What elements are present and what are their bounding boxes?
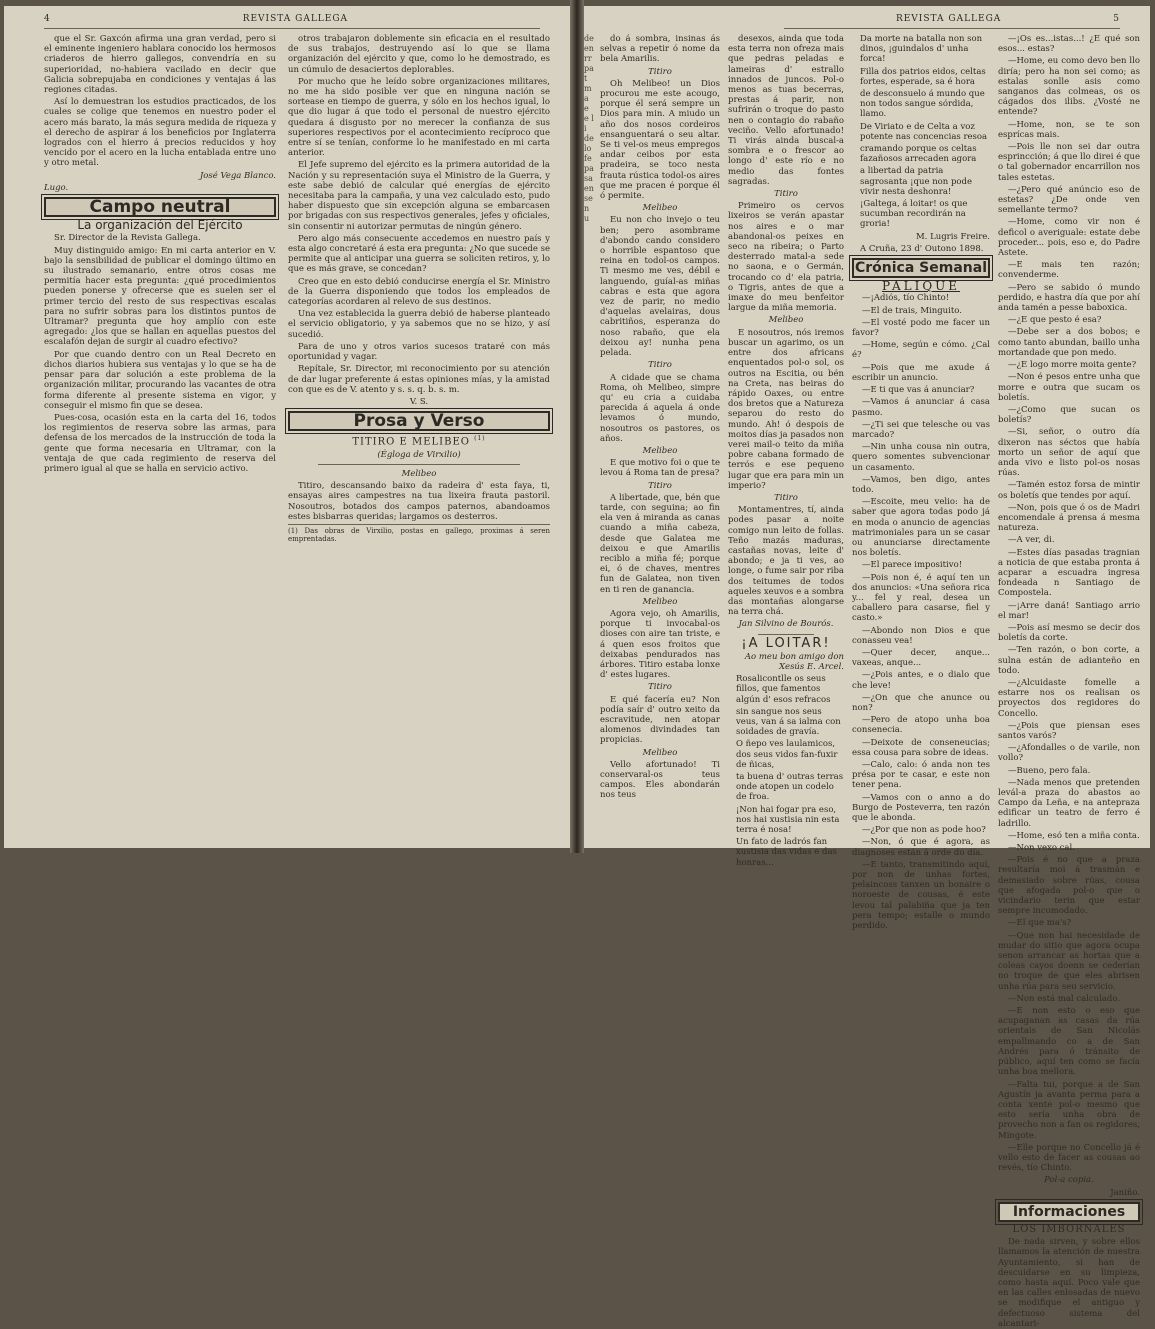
dialogue-line: —Pois que me axude á escribir un anuncio. <box>852 362 990 383</box>
paragraph: que el Sr. Gaxcón afirma una gran verdad, pero si el eminente ingeniero hablara conocido los hermosos criaderos de hierro gallegos, convendría en su superioridad, no-habiera vacilado en decir que Galicia sobrepujaba en condiciones y ventajas á las regiones citadas. <box>44 34 276 96</box>
dialogue-line: —Nada menos que pretenden levál-a praza do abastos ao Campo da Leña, e na antepraza edificar un teatro de ferro é ladrillo. <box>998 777 1140 829</box>
dialogue-line: —E non esto o eso que acupaganan as casas da rúa orientais de San Nicolás empallmando co a de San Andrés para ó tránsito de público, aquí ten como se facía unha boa mellora. <box>998 1006 1140 1078</box>
paragraph: Sr. Director de la Revista Gallega. <box>54 233 201 244</box>
poem-line: ¡Non hai fogar pra eso, nos hai xustisia nin esta terra é nosa! <box>736 804 840 836</box>
dialogue-line: —¿On que che anunce ou non? <box>852 692 990 713</box>
dialogue-line: —Si, señor, o outro día dixeron nas séctos que había morto un señor de aquí que anda vivo e listo pol-os nosas rúas. <box>998 427 1140 479</box>
right-page <box>584 6 1150 1329</box>
running-head-left <box>44 14 540 29</box>
divider <box>758 634 814 635</box>
paragraph: desexos, ainda que toda esta terra non ofreza mais que pedras peladas e lameiras d' estrallo innados de juncos. Pol-o menos as tuas becerras, prestas á parir, non sufrirán o troque do pasto nen o contagio do rabaño veciño. Vello afortunado! Ti virás ainda buscal-a sombra e o frescor ao longo d' este río e no medio das fontes sagradas. <box>728 34 844 187</box>
dialogue-line: —Tamén estoz forsa de mintir os boletís que tendes por aquí. <box>998 480 1140 501</box>
dialogue-line: —Non, ó que é agora, as diagnoses están á orde do día. <box>852 837 990 858</box>
speaker-name: Titiro <box>648 360 672 371</box>
section-banner-prosa-y-verso: Prosa y Verso <box>288 411 550 431</box>
footnote: (1) Das obras de Virxilio, postas en gallego, proximas á seren emprentadas. <box>288 524 550 543</box>
page-number-right: 5 <box>1113 14 1120 24</box>
place: Lugo. <box>44 182 69 193</box>
dialogue-line: —Que non hai necesidade de mudar do sitio que agora ocupa senon arrancar as hortas que a coleas cayos doenn se cederían no troque de que eles abrisen unha rúa para seu servicio. <box>998 930 1140 992</box>
poem-line: O ñepo ves laulamicos, dos seus vidos fan-fuxir de ñicas, <box>736 739 838 770</box>
poem-line: ta buena d' outras terras onde atopen un codelo de froa. <box>736 772 844 803</box>
dialogue-text: Oh Melibeo! un Dios procurou me este acougo, porque él será sempre un Dios para min. A miudo un año dos nosos cordeiros ensanguentará o seu altar. Se ti vel-os meus empregos andar ceibos por esta pradeira, se toco nesta frauta rústica todol-os aires que me pracen é porque él ó permite. <box>600 78 720 202</box>
paragraph: Por mucho que he leído sobre organizaciones militares, no me ha sido posible ver que en ninguna nación se sortease en tiempo de guerra, y sólo en los hechos igual, lo que dio lugar á que todo el personal de nuestro ejército quedara á disgusto por no merecer la confianza de sus superiores respectivos por el acontecimiento recíproco que entre sí se tenían, conforme lo he manifestado en mi carta anterior. <box>288 76 550 159</box>
speaker-name: Melibeo <box>642 203 678 214</box>
poem-line: Rosalicontlle os seus fillos, que famentos algún d' esos refracos <box>736 674 831 705</box>
poem-subtitle: (Égloga de Virxilio) <box>377 449 461 460</box>
dialogue-line: —Home, como vir non é deficol o averiguale: estate debe proceder... pois, eso e, do Padre Astete. <box>998 217 1140 259</box>
paragraph: Pues-cosa, ocasión esta en la carta del 16, todos los regimientos de reserva sobre las armas, para defensa de los mercados de la instrucción de toda la gente que forma necesaria en Ultramar, con la ventaja de que cada regimiento de reserva del primero igual al que se halla en servicio activo. <box>44 412 276 474</box>
dialogue-line: —¿Pois que piensan eses santos varós? <box>998 720 1140 741</box>
dialogue-line: —Calo, calo: ó anda non tes présa por te casar, e este non tener pena. <box>852 760 990 791</box>
dialogue-line: —Quer decer, anque... vaxeas, anque... <box>852 647 990 669</box>
left-column-2 <box>288 34 550 840</box>
signature: José Vega Blanco. <box>199 170 276 181</box>
section-banner-campo-neutral: Campo neutral <box>44 197 276 217</box>
dialogue-line: —Home, esó ten a miña conta. <box>1008 830 1140 841</box>
speaker-name: Melibeo <box>642 596 678 607</box>
right-column-2 <box>728 34 844 868</box>
dialogue-line: —Pero de atopo unha boa consenecia. <box>852 715 990 736</box>
running-title-left: REVISTA GALLEGA <box>242 14 349 24</box>
paragraph: Creo que en esto debió conducirse energía el Sr. Ministro de la Guerra disponiendo que todos los empleados de categorías acordaren al relevo de sus destinos. <box>288 276 550 308</box>
dialogue-text: A libertade, que, bén que tarde, con seguina; ao fin ela ven á miranda as canas cuando a miña cabeza, desde que Galatea me deixou e que Amarilis reciblo a miña fé; porque ei, ó de chaves, mentres fun de Galatea, non tiven en ti ren de ganancia. <box>600 492 720 595</box>
dialogue-line: —Debe ser a dos bobos; e como tanto abundan, baillo unha mortandade que pon medo. <box>998 327 1140 358</box>
dialogue-line: —Vamos con o anno a do Burgo de Posteverra, ten razón que le abonda. <box>852 792 990 824</box>
dialogue-line: —¿Alcuidaste fomelle a estarre nos os realisan os proyectos dos regidores do Concello. <box>998 677 1140 719</box>
dialogue-line: —Pero se sabido ó mundo perdido, e hastra día que por ahí anda tamén a pesse baboxica. <box>998 282 1140 314</box>
closing-note: Pol-a copia. <box>1044 1175 1094 1186</box>
dialogue-line: —Ten razón, o bon corte, a sulna están de adianteño en todo. <box>998 645 1140 676</box>
speaker-name: Melibeo <box>642 445 678 456</box>
signature: V. S. <box>409 396 429 407</box>
dialogue-line: —Non vexo cal. <box>1008 843 1075 854</box>
dialogue-line: —Vamos á anunciar á casa pasmo. <box>852 397 990 418</box>
poem-line: Da morte na batalla non son dinos, ¡guindalos d' unha forca! <box>860 34 983 65</box>
poem-line: ¡Galtega, á loitar! os que sucumban recordirán na groria! <box>860 199 968 230</box>
poem-title <box>288 434 550 448</box>
poem-title-a-loitar: ¡A LOITAR! <box>741 635 831 651</box>
dialogue-line: —A ver, di. <box>1008 535 1055 546</box>
signature: Jan Silvino de Bourós. <box>738 619 834 630</box>
dialogue-text: E qué facería eu? Non podía saír d' outro xeito da escravitude, nen atopar alomenos divindades tan propicias. <box>600 694 720 746</box>
dialogue-line: —Elle porque no Concello já é vello esto de facer as cousas ao revés, tío Chinto. <box>998 1142 1140 1174</box>
paragraph: Por que cuando dentro con un Real Decreto en dichos diarios hubiera sus ventajas y lo que se ha de pensar para dar solución a este problema de la organización militar, procurando las vacantes de otra forma diferente al presente sistema en vigor, y conseguir el mismo fin que se desea. <box>44 349 276 411</box>
paragraph: do á sombra, insinas ás selvas a repetir ó nome da bela Amarilis. <box>600 34 720 65</box>
dialogue-line: —¡Arre daná! Santiago arrio el mar! <box>998 600 1140 621</box>
dialogue-line: —E tanto, transmitindo aquí, por non de unhas fortes, pelaincoss tanxen un bonaire o noroeste de cousas, é este levou tal palabiña que ja ten pera tempo; estalle o mundo perdido. <box>852 859 990 932</box>
dialogue-line: —Non é pesos entre unha que morre e outra que sucam os boletís. <box>998 372 1140 403</box>
left-page <box>4 6 570 848</box>
right-column-3 <box>852 34 990 932</box>
section-banner-informaciones: Informaciones <box>998 1202 1140 1222</box>
poem-line: a libertad da patria sagrosanta ¡que non pode vivir nesta deshonra! <box>860 166 973 197</box>
dialogue-text: E que motivo foi o que te levou á Roma tan de presa? <box>600 458 720 479</box>
speaker-name: Titiro <box>774 492 798 503</box>
dialogue-line: —El parece impositivo! <box>862 560 963 571</box>
signature: Janiño. <box>1110 1187 1140 1198</box>
sub-title: LOS IMBORNALES <box>1012 1223 1126 1235</box>
dialogue-line: —Deixote de conseneucias; essa cousa para sobre de ideas. <box>852 737 990 758</box>
article-title: La organización del Ejército <box>77 218 243 233</box>
poem-dedication: Ao meu bon amigo don Xesús E. Arcel. <box>744 651 844 672</box>
dialogue-text: Agora vejo, oh Amarilis, porque ti invocabal-os dioses con aire tan triste, e á quen esos froitos que deixabas pendurados nas árbores. Titiro estaba lonxe d' estes lugares. <box>600 608 720 681</box>
dialogue-line: —Home, non, se te son esprícas mais. <box>998 119 1140 140</box>
poem-title-text: TITIRO E MELIBEO <box>352 436 470 448</box>
right-column-1 <box>600 34 720 840</box>
dialogue-text: Vello afortunado! Ti conservaral-os teus campos. Eles abondarán nos teus <box>600 759 720 801</box>
dialogue-line: —Non, pois que ó os de Madri encomendale á prensa á mesma natureza. <box>998 502 1140 534</box>
dialogue-line: —Escoite, meu velio: ha de saber que agora todas podo já en moda o anuncio de agencias matrimoniales para un se casar ou anunciarse directamente nos boletís. <box>852 497 990 559</box>
left-column-1 <box>44 34 276 840</box>
paragraph: Pero algo más consecuente accedemos en nuestro país y esta algo concretaré á esta era pregunta: ¿No que sucede se permite que al anticipar una guerra se soliciten retiros, y, lo que es más grave, se concedan? <box>288 233 550 275</box>
speaker-name: Melibeo <box>768 315 804 326</box>
poem-line: sin sangue nos seus veus, van á sa ialma con soidades de gravía. <box>736 706 841 738</box>
dialogue-line: —Pois é no que a praza resultaría moi á trasmán e demasiado sobre rúas, cousa que afogada pol-o que o vicindario terin que estar sempre incomodado. <box>998 855 1140 917</box>
dialogue-line: —¿E que pesto é esa? <box>1008 315 1102 326</box>
paragraph: De nada sirven, y sobre ellos llamamos la atención de nuestra Ayuntamiento, si han de descuidarse en su limpieza, como hasta aquí. Poco vale que en las calles enlosadas de nuevo se modifique el antiguo y defectuoso sistema del alcantari- <box>998 1237 1140 1329</box>
dialogue-line: —Bueno, pero fala. <box>1008 765 1091 776</box>
dialogue-text: Eu non cho invejo o teu ben; pero asombrame d'abondo cando considero o horrible espantoso que reina en todol-os campos. Ti mesmo me ves, débil e languendo, guíal-as miñas cabras e esta que agora vez de parir, no medio d'aquelas avelairas, dous cabritiños, esperanza do noso rabaño, que ela deixou ay! nunha pena pelada. <box>600 215 720 359</box>
paragraph: Muy distinguido amigo: En mi carta anterior en V. bajo la sensibilidad de publicar el domingo último en su ilustrado semanario, entre otros cosas me permitía hacer esta pregunta: ¿qué procedimientos pueden ponerse y ofrecerse que es suelen ser el primer tercio del resto de sus respectivas escalas para no sufrir sobras para los distintos puntos de Ultramar? pregunta que hoy amplío con este agregado: ¿los que se hallan en aquellas puestos del escalafón dejan de surgir al cuadro efectivo? <box>44 245 276 348</box>
divider <box>318 464 520 465</box>
poem-line: De Viriato e de Celta a voz potente nas concencias resoa <box>860 121 988 142</box>
poem-line: Un fato de ladrós fan xustisia das vidas e das honras... <box>736 837 837 868</box>
previous-page-strip: de en rr pa tm a e e li de lo fe pa sa en se nu <box>584 34 594 223</box>
dialogue-line: —Home, eu como devo ben llo diría; pero ha non sei como; as estalas sonlle asis como sanganos das colmeas, os os cágados dos ilibs. ¿Vosté ne entende? <box>998 56 1140 118</box>
dialogue-line: —¡Os es...istas...! ¿E qué son esos... estas? <box>998 34 1140 55</box>
paragraph: Así lo demuestran los estudios practicados, de los cuales se colige que tenemos en nuestro poder el acero más barato, la más segura medida de riqueza y el derecho de aspirar á los beneficios por Inglaterra logrados con el hierro á precios reducidos y hoy vencido por el acero en la lucha entablada entre uno y otro metal. <box>44 97 276 169</box>
dialogue-line: —Pois así mesmo se decir dos boletís da corte. <box>998 622 1140 644</box>
dialogue-line: —¿Pois antes, e o dialo que che leve! <box>852 670 990 691</box>
speaker-name: Titiro <box>648 480 672 491</box>
dialogue-text: A cidade que se chama Roma, oh Melibeo, simpre qu' eu cria a cuidaba parecida á aquela á onde levamos ó mundo, nosoutros os pastores, os años. <box>600 372 720 444</box>
dialogue-line: —Falta tui, porque a de San Agustín ja avanta perma para a conta xente pol-o mesmo que esto sería unha obra de provecho non a fan os regidores, Mingote. <box>998 1079 1140 1141</box>
poem-text: Titiro, descansando baixo da radeira d' esta faya, ti, ensayas aires campestres na tua lixeira frauta pastoril. Nosoutros, botados dos campos paternos, abandoamos estes bisbarras queridas; largamos os desterros. <box>288 481 550 522</box>
paragraph: otros trabajaron doblemente sin eficacia en el resultado de sus trabajos, destruyendo así lo que se llama organización del ejército y que, como lo he demostrado, es un cúmulo de desaciertos deplorables. <box>288 34 550 75</box>
poem-line: de desconsuelo á mundo que non todos sangue sórdida, llamo. <box>860 89 985 120</box>
dialogue-line: —El que ma's? <box>1008 918 1072 929</box>
speaker-name: Titiro <box>648 66 672 77</box>
dialogue-text: Montamentres, tí, ainda podes pasar a noite comigo nun leito de follas. Teño mazás maduras, castañas novas, leite d' abondo; e ja ti ves, ao longe, o fume sair por riba dos teitumes de todos aqueles xeuvos e a sombra das montañas alongarse na terra chá. <box>728 505 844 618</box>
poem-line: cramando porque os celtas fazañosos arrecaden agora <box>860 144 977 165</box>
dialogue-line: —E mais ten razón; convenderme. <box>998 260 1140 281</box>
speaker-name: Titiro <box>774 189 798 200</box>
dialogue-line: —¿Ti sei que telesche ou vas marcado? <box>852 419 990 440</box>
speaker-name: Titiro <box>648 682 672 693</box>
book-gutter <box>570 0 584 853</box>
poem-line: Filla dos patrios eidos, celtas fortes, esperade, sa é hora <box>860 66 986 87</box>
dialogue-text: E nosoutros, nós iremos buscar un agarimo, os un entre dos africans enquentados pol-o sol, os outros na Escitia, ou bén na Creta, nas beiras do rápido Oaxes, ou entre dos bretos que a Natureza separou do resto do mundo. Ah! ó despois de moitos días ja pasados non verei mail-o teito da miña pobre cabana formado de terrós e ese pequeno lugar que era para min un imperio? <box>728 327 844 491</box>
dialogue-text: Primeiro os cervos lixeiros se verán apastar nos aires e o mar abandonal-os peixes en seco na ribeira; o Parto desterrado matal-a sede no saona, e o Germán, trocando co d' ela patria, o Tigris, antes de que a imaxe do meu benfeitor largue da miña memoria. <box>728 201 844 314</box>
paragraph: El Jefe supremo del ejército es la primera autoridad de la Nación y su representación suya el Ministro de la Guerra, y este sabe debió de calcular qué energías de ejército necesitaba para la campaña, y una vez calculado esto, pudo haber dispuesto que sin excepción alguna se embarcasen por brigadas con sus respectivos generales, jefes y oficiales, sin consentir ni autorizar permutas de ningún género. <box>288 160 550 232</box>
dialogue-line: —Home, según e cómo. ¿Cal é? <box>852 340 990 361</box>
dialogue-line: —¿Afondalles o de varile, non vollo? <box>998 743 1140 764</box>
column-title-palique: PALIQUE <box>881 279 961 294</box>
footnote-mark: (1) <box>474 435 486 443</box>
dialogue-line: —Pois lle non sei dar outra esprincción; á que llo direi é que o tal gobernador encarrillon nos tales estetas. <box>998 142 1140 183</box>
dialogue-line: —Estes días pasadas tragnian a noticia de que estaba pronta á acparar a escuadra ingresa fondeada n Santiago de Compostela. <box>998 547 1140 599</box>
paragraph: Repítale, Sr. Director, mi reconocimiento por su atención de dar lugar preferente á estas opiniones mías, y la amistad con que es de V. atento y s. s. q. b. s. m. <box>288 364 550 395</box>
dialogue-line: —El vosté podo me facer un favor? <box>852 317 990 339</box>
dialogue-line: —¿E logo morre moita gente? <box>1008 360 1137 371</box>
dialogue-line: —Vamos, ben digo, antes todo. <box>852 474 990 495</box>
dialogue-line: —¿Como que sucan os boletís? <box>998 404 1140 426</box>
right-column-4 <box>998 34 1140 1329</box>
dialogue-line: —El de trais, Minguito. <box>862 305 962 316</box>
dialogue-line: —Pois non é, é aquí ten un dos anuncios: «Una señora rica y... fel y real, desea un caballero para casarse, fiel y casto.» <box>852 572 990 624</box>
dialogue-line: —Non está mal calculado. <box>1008 993 1121 1004</box>
running-title-right: REVISTA GALLEGA <box>895 14 1002 24</box>
dialogue-line: —¿Pero qué anúncio eso de estetas? ¿De onde ven semellante termo? <box>998 184 1140 216</box>
running-head-right <box>784 14 1120 29</box>
section-banner-cronica-semanal: Crónica Semanal <box>852 258 990 278</box>
dialogue-line: —Abondo non Dios e que conasseu vea! <box>852 625 990 646</box>
page-number-left: 4 <box>44 14 51 24</box>
dialogue-line: —¡Adiós, tío Chinto! <box>862 293 950 304</box>
paragraph: Para de uno y otros varios sucesos trataré con más oportunidad y vagar. <box>288 341 550 363</box>
poem-place-date: A Cruña, 23 d' Outono 1898. <box>860 243 984 254</box>
speaker-name: Melibeo <box>642 747 678 758</box>
dialogue-line: —¿Por que non as pode hoo? <box>862 825 986 836</box>
dialogue-line: —Nin unha cousa nin outra, quero somentes subvencionar un casamento. <box>852 442 990 473</box>
dialogue-line: —E ti que vas á anunciar? <box>862 385 975 396</box>
speaker-name: Melibeo <box>401 469 437 480</box>
paragraph: Una vez establecida la guerra debió de haberse planteado el servicio obligatorio, y ya sabemos que no se hizo, y así sucedió. <box>288 309 550 340</box>
poem-signature: M. Lugris Freire. <box>915 231 990 242</box>
